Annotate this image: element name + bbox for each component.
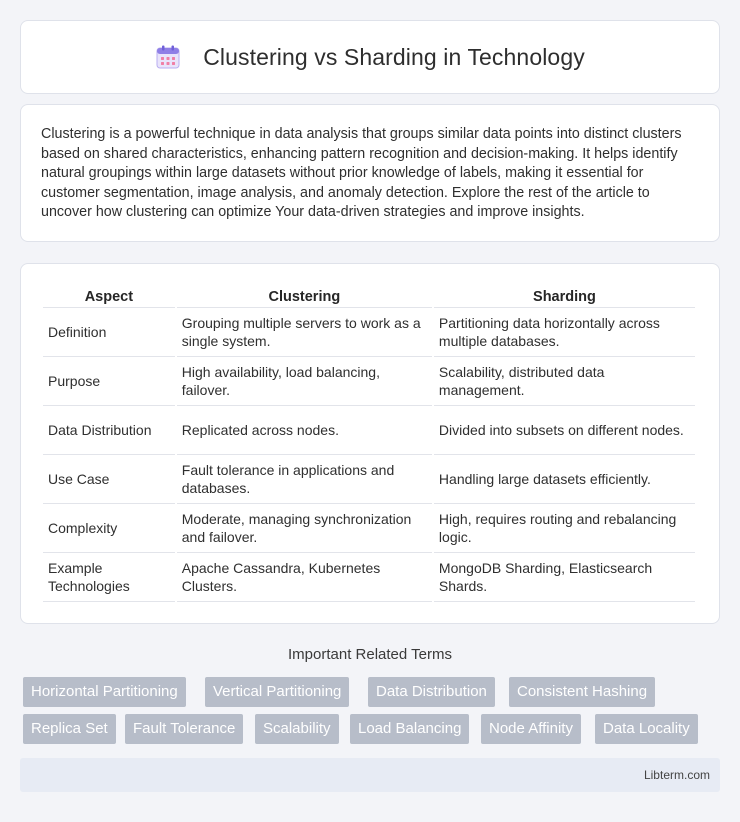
table-cell: Complexity	[43, 504, 175, 553]
tag-data-distribution[interactable]: Data Distribution	[368, 677, 495, 707]
table-row	[43, 455, 695, 504]
tag-consistent-hashing[interactable]: Consistent Hashing	[509, 677, 655, 707]
footer-site-link[interactable]: Libterm.com	[643, 768, 710, 782]
table-cell: Fault tolerance in applications and databases.	[177, 455, 432, 504]
comparison-card	[20, 263, 720, 624]
footer	[20, 758, 720, 792]
table-cell: Data Distribution	[43, 406, 175, 455]
table-cell: Moderate, managing synchronization and failover.	[177, 504, 432, 553]
related-terms-title: Important Related Terms	[288, 646, 452, 663]
table-cell: Use Case	[43, 455, 175, 504]
header-clustering: Clustering	[177, 286, 432, 308]
table-cell: High availability, load balancing, failover.	[177, 357, 432, 406]
tag-fault-tolerance[interactable]: Fault Tolerance	[125, 714, 243, 744]
comparison-table	[41, 286, 697, 602]
header-aspect: Aspect	[43, 286, 175, 308]
intro-card	[20, 104, 720, 242]
table-cell: Grouping multiple servers to work as a single system.	[177, 308, 432, 357]
table-cell: Scalability, distributed data management.	[434, 357, 695, 406]
tag-node-affinity[interactable]: Node Affinity	[481, 714, 581, 744]
tag-load-balancing[interactable]: Load Balancing	[350, 714, 469, 744]
tag-data-locality[interactable]: Data Locality	[595, 714, 698, 744]
table-cell: Example Technologies	[43, 553, 175, 602]
tag-vertical-partitioning[interactable]: Vertical Partitioning	[205, 677, 349, 707]
intro-text: Clustering is a powerful technique in data analysis that groups similar data points into distinct clusters based on shared characteristics, enhancing pattern recognition and decision-making. It helps identify natural groupings within large datasets without prior knowledge of labels, making it essential for customer segmentation, image analysis, and anomaly detection. Explore the rest of the article to uncover how clustering can optimize Your data-driven strategies and improve insights.	[41, 126, 682, 220]
table-cell: Purpose	[43, 357, 175, 406]
table-row	[43, 504, 695, 553]
page-title: Clustering vs Sharding in Technology	[203, 43, 585, 70]
table-row	[43, 553, 695, 602]
header-card	[20, 20, 720, 94]
table-cell: Handling large datasets efficiently.	[434, 455, 695, 504]
header-sharding: Sharding	[434, 286, 695, 308]
tag-replica-set[interactable]: Replica Set	[23, 714, 116, 744]
table-row	[43, 406, 695, 455]
tag-horizontal-partitioning[interactable]: Horizontal Partitioning	[23, 677, 186, 707]
table-cell: Definition	[43, 308, 175, 357]
table-cell: Apache Cassandra, Kubernetes Clusters.	[177, 553, 432, 602]
table-cell: Divided into subsets on different nodes.	[434, 406, 695, 455]
table-cell: Partitioning data horizontally across multiple databases.	[434, 308, 695, 357]
table-row	[43, 308, 695, 357]
table-cell: Replicated across nodes.	[177, 406, 432, 455]
calendar-icon	[155, 44, 181, 70]
table-row	[43, 357, 695, 406]
table-cell: MongoDB Sharding, Elasticsearch Shards.	[434, 553, 695, 602]
table-cell: High, requires routing and rebalancing logic.	[434, 504, 695, 553]
table-header-row	[43, 286, 695, 308]
tag-scalability[interactable]: Scalability	[255, 714, 339, 744]
